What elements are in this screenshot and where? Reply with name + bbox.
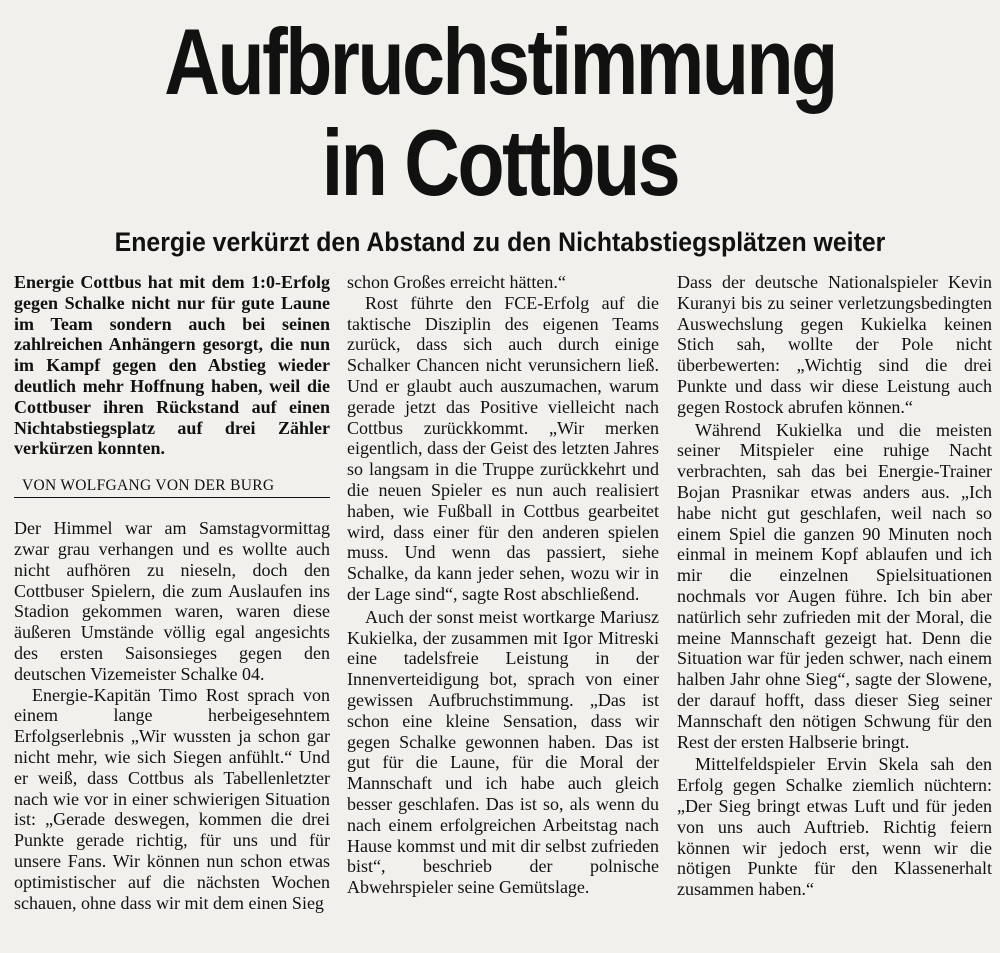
byline: VON WOLFGANG VON DER BURG (14, 477, 330, 498)
body-paragraph: Rost führte den FCE-Erfolg auf die taktische Disziplin des eigenen Teams zurück, dass sich auch durch einige Schalker Chancen nicht verunsichern ließ. Und er glaubt auch auszumachen, warum gerade jetzt das Positive vielleicht nach Cottbus zurückkommt. „Wir merken eigentlich, dass der Geist des letzten Jahres so langsam in die Truppe zurückkehrt und die neuen Spieler es nun auch realisiert haben, wie Fußball in Cottbus gearbeitet wird, dass einer für den anderen spielen muss. Und wenn das passiert, siehe Schalke, da kann jeder sehen, wozu wir in der Lage sind“, sagte Rost abschließend. (347, 292, 659, 604)
body-paragraph: Mittelfeldspieler Ervin Skela sah den Erfolg gegen Schalke ziemlich nüchtern: „Der Sieg bringt etwas Luft und für jeden von uns auch Auftrieb. Richtig feiern können wir jedoch erst, wenn wir die nötigen Punkte für den Klassenerhalt zusammen haben.“ (677, 754, 992, 900)
body-paragraph: Der Himmel war am Samstagvormittag zwar grau verhangen und es wollte auch nicht aufhören zu nieseln, doch den Cottbuser Spielern, die zum Auslaufen ins Stadion gekommen waren, waren diese äußeren Umstände völlig egal angesichts des ersten Saisonsieges gegen den deutschen Vizemeister Schalke 04. (14, 518, 330, 684)
body-paragraph: Auch der sonst meist wortkarge Mariusz Kukielka, der zusammen mit Igor Mitreski eine tadelsfreie Leistung in der Innenverteidigung bot, sprach von einer gewissen Aufbruchstimmung. „Das ist schon eine kleine Sensation, dass wir gegen Schalke gewonnen haben. Das ist gut für die Laune, für die Moral der Mannschaft und ich habe auch gleich besser geschlafen. Das ist so, als wenn du nach einem erfolgreichen Arbeitstag nach Hause kommst und mit dir selbst zufrieden bist“, beschrieb der polnische Abwehrspieler seine Gemütslage. (347, 606, 659, 898)
article-column-1 (14, 272, 330, 945)
article-column-3 (677, 272, 992, 945)
body-paragraph: schon Großes erreicht hätten.“ (347, 272, 566, 292)
headline-line-1: Aufbruchstimmung (164, 9, 836, 114)
body-paragraph: Während Kukielka und die meisten seiner Mitspieler eine ruhige Nacht verbrachten, sah das bei Energie-Trainer Bojan Prasnikar etwas anders aus. „Ich habe nicht gut geschlafen, weil nach so einem Spiel die ganzen 90 Minuten noch einmal in meinem Kopf ablaufen und ich mir die einzelnen Spielsituationen nochmals vor Augen führe. Ich bin aber natürlich sehr zufrieden mit der Moral, die meine Mannschaft gezeigt hat. Denn die Situation war für jeden schwer, nach einem halben Jahr ohne Sieg“, sagte der Slowene, der darauf hofft, dass dieser Sieg seiner Mannschaft den nötigen Schwung für den Rest der ersten Halbserie bringt. (677, 419, 992, 752)
headline-line-2: in Cottbus (321, 110, 679, 215)
lead-paragraph: Energie Cottbus hat mit dem 1:0-Erfolg gegen Schalke nicht nur für gute Laune im Team sondern auch bei seinen zahlreichen Anhängern gesorgt, die nun im Kampf gegen den Abstieg wieder deutlich mehr Hoffnung haben, weil die Cottbuser ihren Rückstand auf einen Nichtabstiegsplatz auf drei Zähler verkürzen konnten. (14, 272, 330, 459)
body-paragraph: Energie-Kapitän Timo Rost sprach von einem lange herbeigesehntem Erfolgserlebnis „Wir wussten ja schon gar nicht mehr, wie sich Siegen anfühlt.“ Und er weiß, dass Cottbus als Tabellenletzter nach wie vor in einer schwierigen Situation ist: „Gerade deswegen, kommen die drei Punkte gerade richtig, für uns und für unsere Fans. Wir können nun schon etwas optimistischer auf die nächsten Wochen schauen, ohne dass wir mit dem einen Sieg (14, 684, 330, 913)
subheadline: Energie verkürzt den Abstand zu den Nichtabstiegsplätzen weiter (114, 227, 886, 257)
article-column-2 (347, 272, 659, 945)
body-paragraph: Dass der deutsche Nationalspieler Kevin Kuranyi bis zu seiner verletzungsbedingten Auswechslung gegen Kukielka keinen Stich sah, wollte der Pole nicht überbewerten: „Wichtig sind die drei Punkte und dass wir diese Leistung auch gegen Rostock abrufen können.“ (677, 272, 992, 417)
